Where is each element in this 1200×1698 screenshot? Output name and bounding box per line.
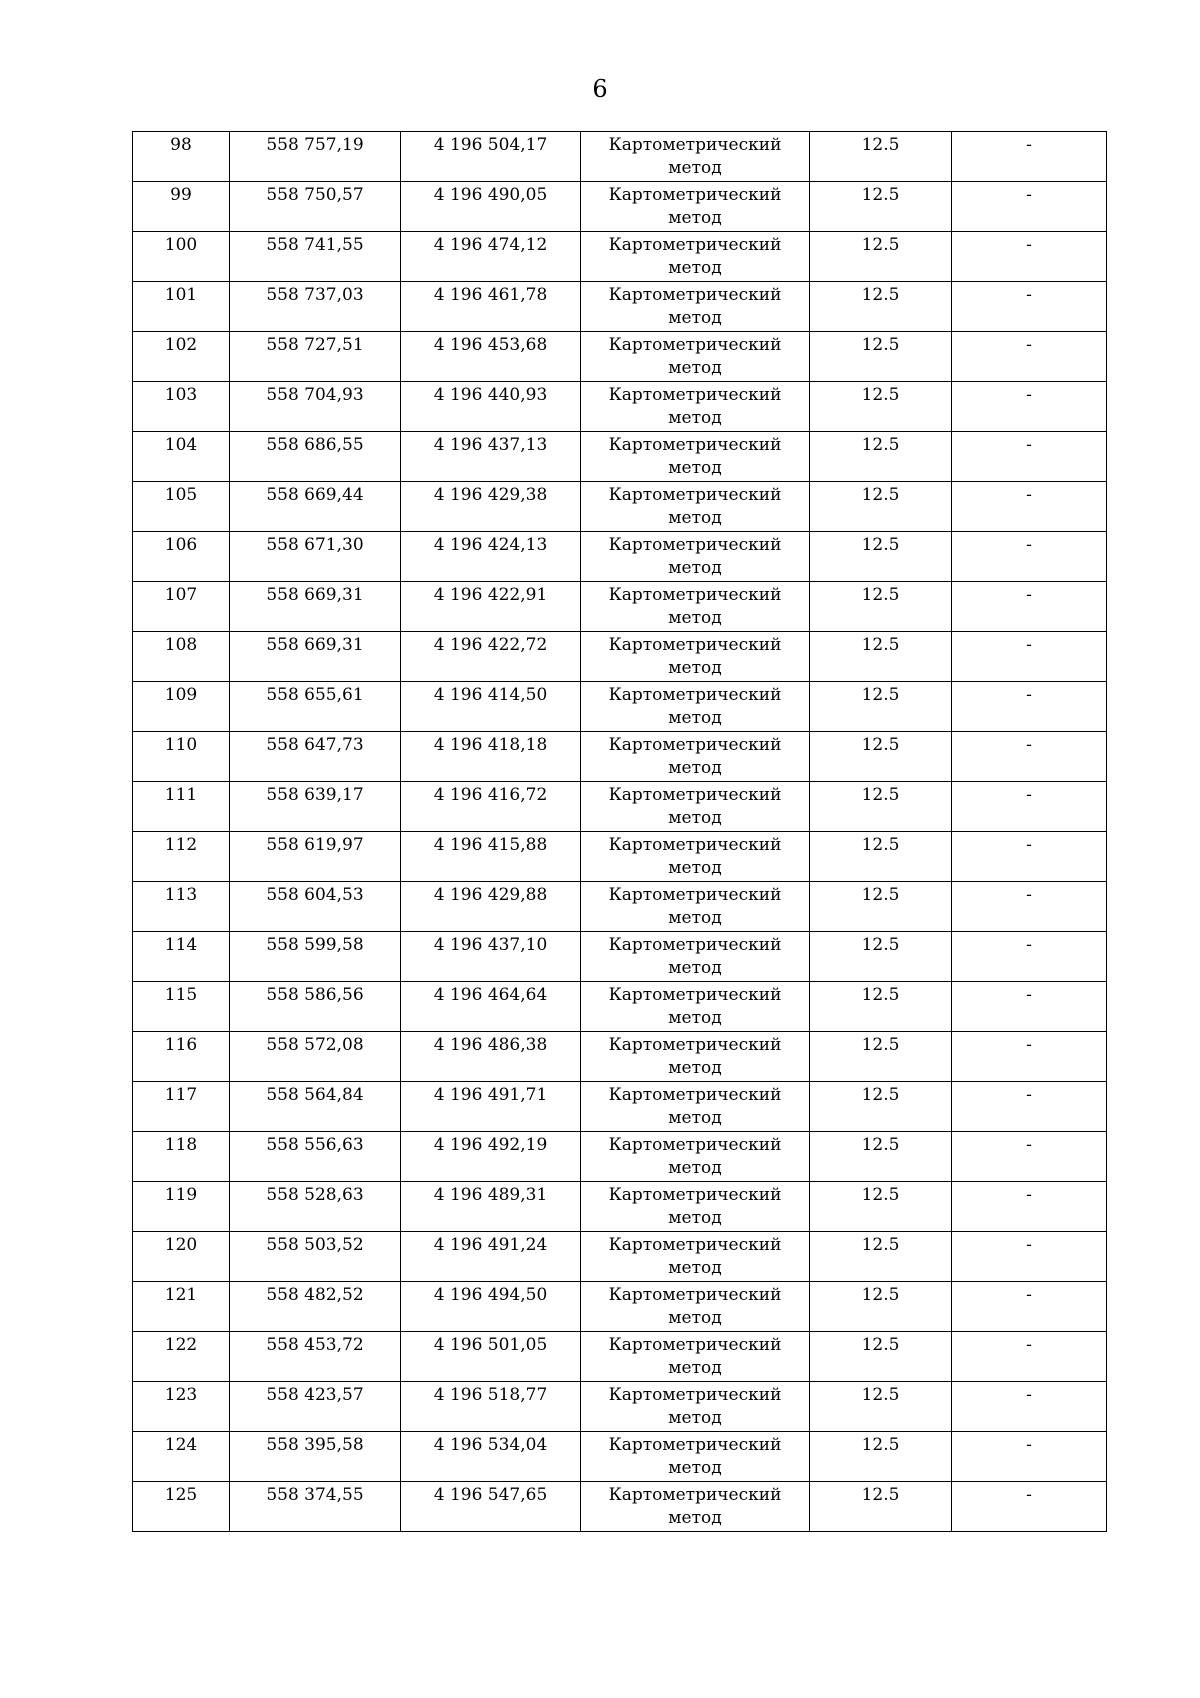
cell-point-number: 100 — [133, 232, 230, 282]
cell-note: - — [952, 632, 1107, 682]
cell-accuracy: 12.5 — [810, 882, 952, 932]
cell-accuracy: 12.5 — [810, 1482, 952, 1532]
cell-coord-y: 4 196 461,78 — [401, 282, 581, 332]
cell-coord-y: 4 196 422,91 — [401, 582, 581, 632]
cell-method: Картометрический метод — [581, 882, 810, 932]
cell-point-number: 104 — [133, 432, 230, 482]
cell-point-number: 116 — [133, 1032, 230, 1082]
cell-note: - — [952, 332, 1107, 382]
cell-coord-x: 558 586,56 — [230, 982, 401, 1032]
cell-method: Картометрический метод — [581, 1032, 810, 1082]
cell-accuracy: 12.5 — [810, 982, 952, 1032]
cell-coord-x: 558 669,44 — [230, 482, 401, 532]
cell-coord-x: 558 647,73 — [230, 732, 401, 782]
cell-method: Картометрический метод — [581, 1332, 810, 1382]
table-row — [133, 582, 1107, 632]
cell-note: - — [952, 732, 1107, 782]
cell-method: Картометрический метод — [581, 682, 810, 732]
cell-coord-x: 558 599,58 — [230, 932, 401, 982]
cell-coord-y: 4 196 464,64 — [401, 982, 581, 1032]
cell-method: Картометрический метод — [581, 982, 810, 1032]
cell-method: Картометрический метод — [581, 432, 810, 482]
cell-point-number: 103 — [133, 382, 230, 432]
cell-coord-y: 4 196 424,13 — [401, 532, 581, 582]
cell-accuracy: 12.5 — [810, 1332, 952, 1382]
cell-accuracy: 12.5 — [810, 1432, 952, 1482]
cell-method: Картометрический метод — [581, 532, 810, 582]
cell-method: Картометрический метод — [581, 632, 810, 682]
cell-accuracy: 12.5 — [810, 282, 952, 332]
cell-coord-x: 558 564,84 — [230, 1082, 401, 1132]
table-row — [133, 782, 1107, 832]
cell-point-number: 113 — [133, 882, 230, 932]
table-row — [133, 1232, 1107, 1282]
cell-point-number: 123 — [133, 1382, 230, 1432]
cell-point-number: 111 — [133, 782, 230, 832]
cell-method: Картометрический метод — [581, 382, 810, 432]
cell-note: - — [952, 1232, 1107, 1282]
table-row — [133, 1282, 1107, 1332]
cell-coord-x: 558 395,58 — [230, 1432, 401, 1482]
cell-note: - — [952, 782, 1107, 832]
cell-method: Картометрический метод — [581, 582, 810, 632]
cell-coord-x: 558 741,55 — [230, 232, 401, 282]
cell-method: Картометрический метод — [581, 1282, 810, 1332]
cell-coord-y: 4 196 429,88 — [401, 882, 581, 932]
cell-accuracy: 12.5 — [810, 582, 952, 632]
cell-note: - — [952, 432, 1107, 482]
cell-coord-y: 4 196 501,05 — [401, 1332, 581, 1382]
cell-method: Картометрический метод — [581, 1082, 810, 1132]
cell-note: - — [952, 1032, 1107, 1082]
cell-coord-x: 558 453,72 — [230, 1332, 401, 1382]
cell-method: Картометрический метод — [581, 732, 810, 782]
table-row — [133, 732, 1107, 782]
cell-accuracy: 12.5 — [810, 782, 952, 832]
cell-point-number: 124 — [133, 1432, 230, 1482]
cell-method: Картометрический метод — [581, 1132, 810, 1182]
cell-coord-y: 4 196 453,68 — [401, 332, 581, 382]
table-row — [133, 432, 1107, 482]
cell-point-number: 122 — [133, 1332, 230, 1382]
cell-coord-x: 558 655,61 — [230, 682, 401, 732]
cell-note: - — [952, 582, 1107, 632]
cell-coord-x: 558 737,03 — [230, 282, 401, 332]
cell-note: - — [952, 382, 1107, 432]
cell-note: - — [952, 1132, 1107, 1182]
cell-point-number: 107 — [133, 582, 230, 632]
cell-accuracy: 12.5 — [810, 832, 952, 882]
cell-point-number: 98 — [133, 132, 230, 182]
cell-accuracy: 12.5 — [810, 232, 952, 282]
cell-coord-y: 4 196 414,50 — [401, 682, 581, 732]
cell-coord-y: 4 196 489,31 — [401, 1182, 581, 1232]
cell-coord-x: 558 704,93 — [230, 382, 401, 432]
table-row — [133, 1082, 1107, 1132]
cell-method: Картометрический метод — [581, 932, 810, 982]
table-row — [133, 1032, 1107, 1082]
cell-point-number: 118 — [133, 1132, 230, 1182]
cell-accuracy: 12.5 — [810, 932, 952, 982]
cell-coord-y: 4 196 429,38 — [401, 482, 581, 532]
table-row — [133, 1432, 1107, 1482]
cell-coord-x: 558 423,57 — [230, 1382, 401, 1432]
cell-accuracy: 12.5 — [810, 332, 952, 382]
table-row — [133, 132, 1107, 182]
cell-note: - — [952, 682, 1107, 732]
cell-accuracy: 12.5 — [810, 132, 952, 182]
cell-accuracy: 12.5 — [810, 682, 952, 732]
cell-point-number: 108 — [133, 632, 230, 682]
cell-accuracy: 12.5 — [810, 732, 952, 782]
coordinates-table-body — [133, 132, 1107, 1532]
cell-accuracy: 12.5 — [810, 1282, 952, 1332]
cell-coord-y: 4 196 547,65 — [401, 1482, 581, 1532]
cell-accuracy: 12.5 — [810, 1382, 952, 1432]
cell-method: Картометрический метод — [581, 482, 810, 532]
cell-method: Картометрический метод — [581, 1482, 810, 1532]
cell-coord-y: 4 196 492,19 — [401, 1132, 581, 1182]
cell-coord-x: 558 604,53 — [230, 882, 401, 932]
table-row — [133, 1182, 1107, 1232]
cell-coord-y: 4 196 416,72 — [401, 782, 581, 832]
table-row — [133, 382, 1107, 432]
cell-accuracy: 12.5 — [810, 632, 952, 682]
cell-method: Картометрический метод — [581, 832, 810, 882]
cell-accuracy: 12.5 — [810, 1132, 952, 1182]
cell-point-number: 106 — [133, 532, 230, 582]
cell-note: - — [952, 132, 1107, 182]
cell-coord-y: 4 196 490,05 — [401, 182, 581, 232]
cell-note: - — [952, 932, 1107, 982]
table-row — [133, 982, 1107, 1032]
cell-point-number: 105 — [133, 482, 230, 532]
cell-coord-x: 558 671,30 — [230, 532, 401, 582]
cell-point-number: 109 — [133, 682, 230, 732]
cell-coord-y: 4 196 437,13 — [401, 432, 581, 482]
cell-accuracy: 12.5 — [810, 382, 952, 432]
cell-coord-x: 558 572,08 — [230, 1032, 401, 1082]
cell-coord-y: 4 196 491,24 — [401, 1232, 581, 1282]
table-row — [133, 332, 1107, 382]
coordinates-table — [132, 131, 1107, 1532]
cell-note: - — [952, 882, 1107, 932]
cell-method: Картометрический метод — [581, 1232, 810, 1282]
cell-coord-x: 558 528,63 — [230, 1182, 401, 1232]
cell-coord-x: 558 669,31 — [230, 632, 401, 682]
table-row — [133, 1482, 1107, 1532]
cell-note: - — [952, 182, 1107, 232]
cell-point-number: 121 — [133, 1282, 230, 1332]
cell-accuracy: 12.5 — [810, 482, 952, 532]
cell-note: - — [952, 1282, 1107, 1332]
cell-point-number: 101 — [133, 282, 230, 332]
cell-coord-x: 558 556,63 — [230, 1132, 401, 1182]
cell-point-number: 117 — [133, 1082, 230, 1132]
cell-accuracy: 12.5 — [810, 1032, 952, 1082]
cell-coord-x: 558 619,97 — [230, 832, 401, 882]
table-row — [133, 932, 1107, 982]
cell-method: Картометрический метод — [581, 782, 810, 832]
cell-accuracy: 12.5 — [810, 1182, 952, 1232]
cell-coord-x: 558 639,17 — [230, 782, 401, 832]
cell-coord-x: 558 669,31 — [230, 582, 401, 632]
cell-method: Картометрический метод — [581, 1432, 810, 1482]
table-row — [133, 632, 1107, 682]
cell-method: Картометрический метод — [581, 132, 810, 182]
cell-coord-y: 4 196 491,71 — [401, 1082, 581, 1132]
cell-coord-x: 558 757,19 — [230, 132, 401, 182]
table-row — [133, 1132, 1107, 1182]
cell-accuracy: 12.5 — [810, 1232, 952, 1282]
cell-accuracy: 12.5 — [810, 182, 952, 232]
cell-coord-y: 4 196 415,88 — [401, 832, 581, 882]
cell-point-number: 120 — [133, 1232, 230, 1282]
cell-point-number: 119 — [133, 1182, 230, 1232]
cell-method: Картометрический метод — [581, 1182, 810, 1232]
cell-point-number: 110 — [133, 732, 230, 782]
cell-point-number: 99 — [133, 182, 230, 232]
table-row — [133, 1382, 1107, 1432]
table-row — [133, 532, 1107, 582]
cell-point-number: 114 — [133, 932, 230, 982]
cell-coord-y: 4 196 422,72 — [401, 632, 581, 682]
cell-point-number: 102 — [133, 332, 230, 382]
cell-note: - — [952, 982, 1107, 1032]
cell-note: - — [952, 1382, 1107, 1432]
table-row — [133, 182, 1107, 232]
cell-point-number: 112 — [133, 832, 230, 882]
cell-coord-x: 558 374,55 — [230, 1482, 401, 1532]
cell-coord-y: 4 196 474,12 — [401, 232, 581, 282]
cell-note: - — [952, 232, 1107, 282]
table-row — [133, 232, 1107, 282]
cell-method: Картометрический метод — [581, 1382, 810, 1432]
table-row — [133, 1332, 1107, 1382]
cell-accuracy: 12.5 — [810, 432, 952, 482]
cell-note: - — [952, 532, 1107, 582]
cell-coord-y: 4 196 437,10 — [401, 932, 581, 982]
table-row — [133, 882, 1107, 932]
table-row — [133, 682, 1107, 732]
cell-accuracy: 12.5 — [810, 532, 952, 582]
table-row — [133, 482, 1107, 532]
cell-method: Картометрический метод — [581, 232, 810, 282]
cell-method: Картометрический метод — [581, 282, 810, 332]
table-row — [133, 832, 1107, 882]
cell-method: Картометрический метод — [581, 182, 810, 232]
cell-note: - — [952, 1182, 1107, 1232]
cell-note: - — [952, 482, 1107, 532]
cell-coord-x: 558 503,52 — [230, 1232, 401, 1282]
cell-coord-x: 558 686,55 — [230, 432, 401, 482]
cell-note: - — [952, 1332, 1107, 1382]
cell-note: - — [952, 1082, 1107, 1132]
cell-coord-y: 4 196 440,93 — [401, 382, 581, 432]
cell-coord-y: 4 196 486,38 — [401, 1032, 581, 1082]
cell-coord-x: 558 482,52 — [230, 1282, 401, 1332]
cell-coord-x: 558 727,51 — [230, 332, 401, 382]
cell-coord-x: 558 750,57 — [230, 182, 401, 232]
cell-coord-y: 4 196 494,50 — [401, 1282, 581, 1332]
cell-note: - — [952, 282, 1107, 332]
cell-coord-y: 4 196 504,17 — [401, 132, 581, 182]
cell-accuracy: 12.5 — [810, 1082, 952, 1132]
cell-note: - — [952, 1482, 1107, 1532]
cell-coord-y: 4 196 534,04 — [401, 1432, 581, 1482]
cell-method: Картометрический метод — [581, 332, 810, 382]
cell-point-number: 115 — [133, 982, 230, 1032]
cell-note: - — [952, 832, 1107, 882]
table-row — [133, 282, 1107, 332]
cell-coord-y: 4 196 418,18 — [401, 732, 581, 782]
cell-coord-y: 4 196 518,77 — [401, 1382, 581, 1432]
cell-note: - — [952, 1432, 1107, 1482]
cell-point-number: 125 — [133, 1482, 230, 1532]
page-number: 6 — [592, 75, 608, 103]
